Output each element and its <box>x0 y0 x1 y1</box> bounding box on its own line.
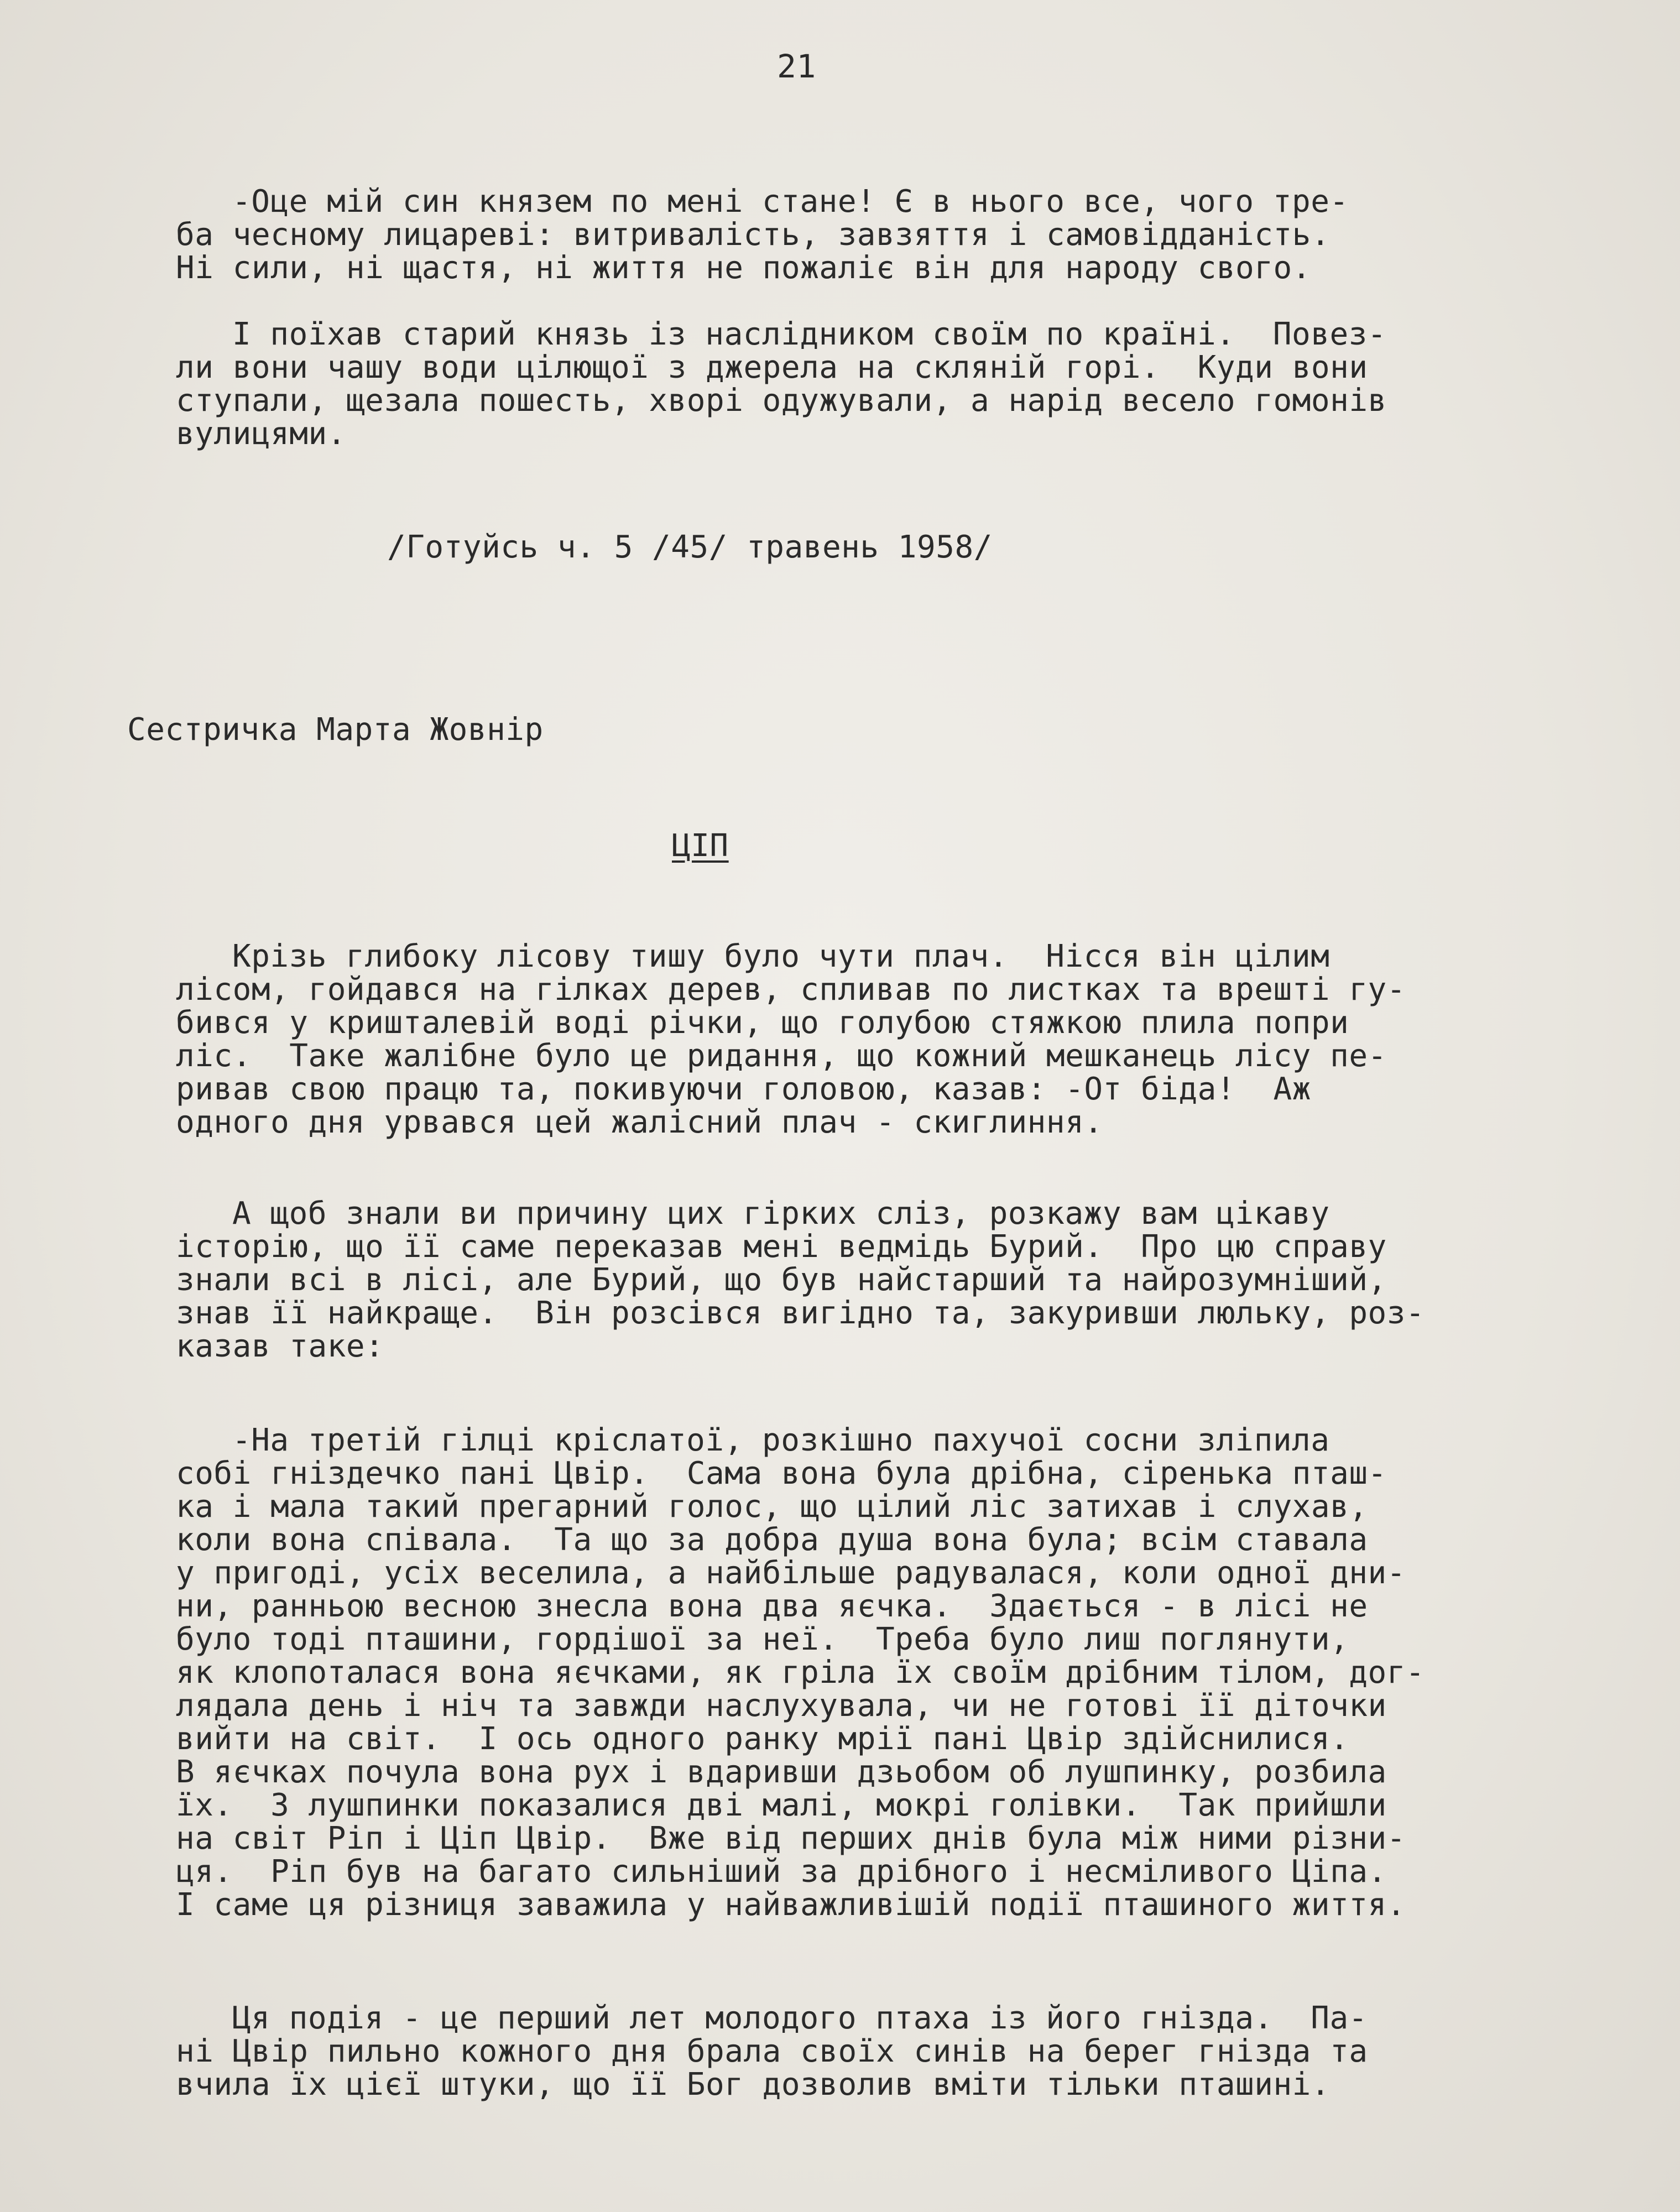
text-line: історію, що її саме переказав мені ведмідь Бурий. Про цю справу <box>176 1229 1387 1265</box>
text-line: як клопоталася вона яєчками, як гріла їх своїм дрібним тілом, дог- <box>176 1655 1425 1691</box>
story-title: ЦІП <box>672 828 729 864</box>
text-line: ривав свою працю та, покивуючи головою, казав: -От біда! Аж <box>176 1071 1311 1107</box>
text-line: вийти на світ. І ось одного ранку мрії пані Цвір здійснилися. <box>176 1721 1349 1757</box>
text-line: ба чесному лицареві: витривалість, завзяття і самовідданість. <box>176 217 1331 253</box>
text-line: їх. З лушпинки показалися дві малі, мокрі голівки. Так прийшли <box>176 1787 1387 1823</box>
author-line: Сестричка Марта Жовнір <box>127 712 544 748</box>
source-note: /Готуйсь ч. 5 /45/ травень 1958/ <box>387 529 993 565</box>
text-line: ступали, щезала пошесть, хворі одужували, а нарід весело гомонів <box>176 383 1387 419</box>
text-line: собі гніздечко пані Цвір. Сама вона була дрібна, сіренька пташ- <box>176 1455 1387 1491</box>
text-line: було тоді пташини, гордішої за неї. Треба було лиш поглянути, <box>176 1621 1349 1657</box>
text-line: Ні сили, ні щастя, ні життя не пожаліє він для народу свого. <box>176 250 1311 286</box>
text-line: у пригоді, усіх веселила, а найбільше радувалася, коли одної дни- <box>176 1555 1406 1591</box>
text-line: -На третій гілці кріслатої, розкішно пахучої сосни зліпила <box>232 1422 1330 1458</box>
text-line: на світ Ріп і Ціп Цвір. Вже від перших днів була між ними різни- <box>176 1820 1406 1856</box>
text-line: казав таке: <box>176 1328 384 1364</box>
text-line: знали всі в лісі, але Бурий, що був найстарший та найрозумніший, <box>176 1262 1387 1298</box>
text-line: ни, ранньою весною знесла вона два яєчка. Здається - в лісі не <box>176 1588 1368 1624</box>
text-line: В яєчках почула вона рух і вдаривши дзьобом об лушпинку, розбила <box>176 1754 1387 1790</box>
text-line: ли вони чашу води цілющої з джерела на скляній горі. Куди вони <box>176 349 1368 385</box>
text-line: -Оце мій син князем по мені стане! Є в нього все, чого тре- <box>232 184 1349 220</box>
text-line: І саме ця різниця заважила у найважливішій події пташиного життя. <box>176 1887 1406 1923</box>
text-line: Ця подія - це перший лет молодого птаха із його гнізда. Па- <box>232 2000 1368 2036</box>
text-line: лісом, гойдався на гілках дерев, спливав по листках та врешті гу- <box>176 972 1406 1008</box>
text-line: Крізь глибоку лісову тишу було чути плач. Нісся він цілим <box>232 938 1330 974</box>
text-line: лядала день і ніч та завжди наслухувала, чи не готові її діточки <box>176 1688 1387 1724</box>
text-line: ні Цвір пильно кожного дня брала своїх синів на берег гнізда та <box>176 2033 1368 2069</box>
text-line: вчила їх цієї штуки, що її Бог дозволив вміти тільки пташині. <box>176 2067 1331 2103</box>
text-line: А щоб знали ви причину цих гірких сліз, розкажу вам цікаву <box>232 1196 1330 1232</box>
text-line: І поїхав старий князь із наслідником своїм по країні. Повез- <box>232 316 1387 352</box>
text-line: вулицями. <box>176 416 346 452</box>
text-line: одного дня урвався цей жалісний плач - скиглиння. <box>176 1104 1103 1140</box>
text-line: ліс. Таке жалібне було це ридання, що кожний мешканець лісу пе- <box>176 1038 1387 1074</box>
text-line: ка і мала такий прегарний голос, що цілий ліс затихав і слухав, <box>176 1489 1368 1525</box>
text-line: коли вона співала. Та що за добра душа вона була; всім ставала <box>176 1522 1368 1558</box>
page-number: 21 <box>777 48 816 85</box>
text-line: бився у кришталевій воді річки, що голубою стяжкою плила попри <box>176 1005 1349 1041</box>
text-line: ця. Ріп був на багато сильніший за дрібного і несміливого Ціпа. <box>176 1854 1387 1890</box>
text-line: знав її найкраще. Він розсівся вигідно та, закуривши люльку, роз- <box>176 1295 1425 1331</box>
